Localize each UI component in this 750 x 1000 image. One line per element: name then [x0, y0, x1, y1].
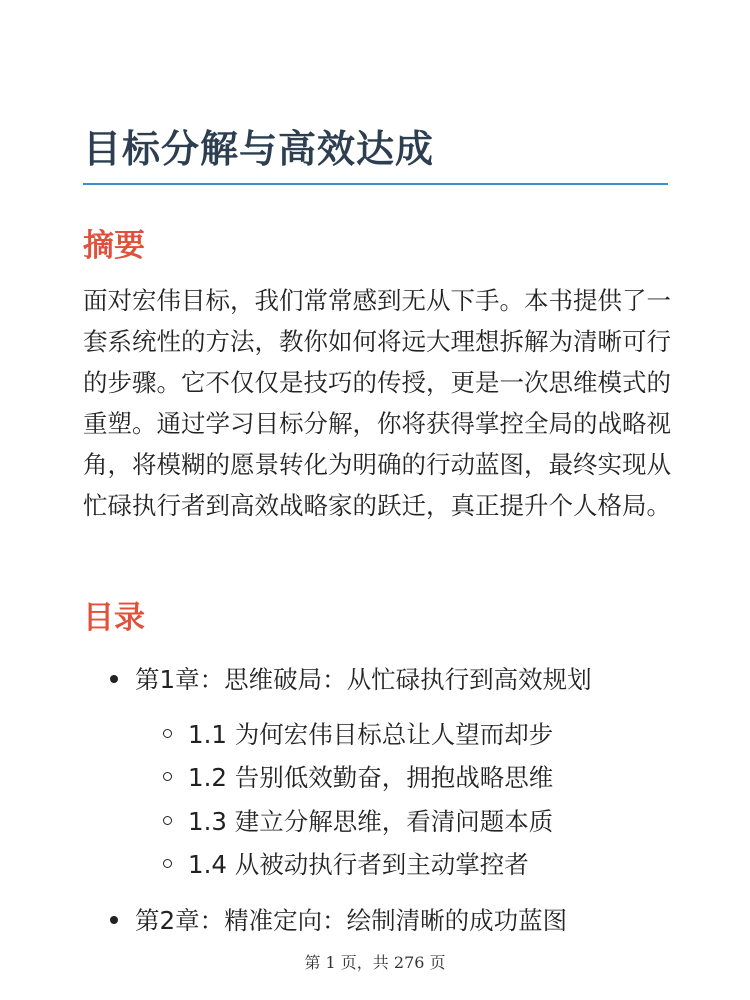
bullet-circle-icon — [163, 729, 172, 738]
toc-chapter-2-label: 第2章：精准定向：绘制清晰的成功蓝图 — [135, 906, 568, 935]
document-title: 目标分解与高效达成 — [83, 127, 435, 171]
abstract-heading: 摘要 — [83, 228, 145, 264]
bullet-disc-icon — [110, 916, 118, 924]
toc-heading: 目录 — [83, 600, 145, 636]
title-divider — [83, 183, 668, 185]
toc-chapter-1-label: 第1章：思维破局：从忙碌执行到高效规划 — [135, 665, 592, 694]
toc-section-label: 1.3 建立分解思维，看清问题本质 — [188, 807, 554, 836]
toc-section-label: 1.2 告别低效勤奋，拥抱战略思维 — [188, 763, 554, 792]
page-number-footer: 第 1 页，共 276 页 — [304, 953, 446, 972]
bullet-circle-icon — [163, 859, 172, 868]
abstract-text: 面对宏伟目标，我们常常感到无从下手。本书提供了一套系统性的方法，教你如何将远大理想拆解为清晰可行的步骤。它不仅仅是技巧的传授，更是一次思维模式的重塑。通过学习目标分解，你将获得掌控全局的战略视角，将模糊的愿景转化为明确的行动蓝图，最终实现从忙碌执行者到高效战略家的跃迁，真正提升个人格局。 — [83, 286, 671, 520]
bullet-circle-icon — [163, 816, 172, 825]
toc-section-label: 1.1 为何宏伟目标总让人望而却步 — [188, 720, 554, 749]
toc-section-label: 1.4 从被动执行者到主动掌控者 — [188, 850, 529, 879]
bullet-circle-icon — [163, 772, 172, 781]
bullet-disc-icon — [110, 675, 118, 683]
